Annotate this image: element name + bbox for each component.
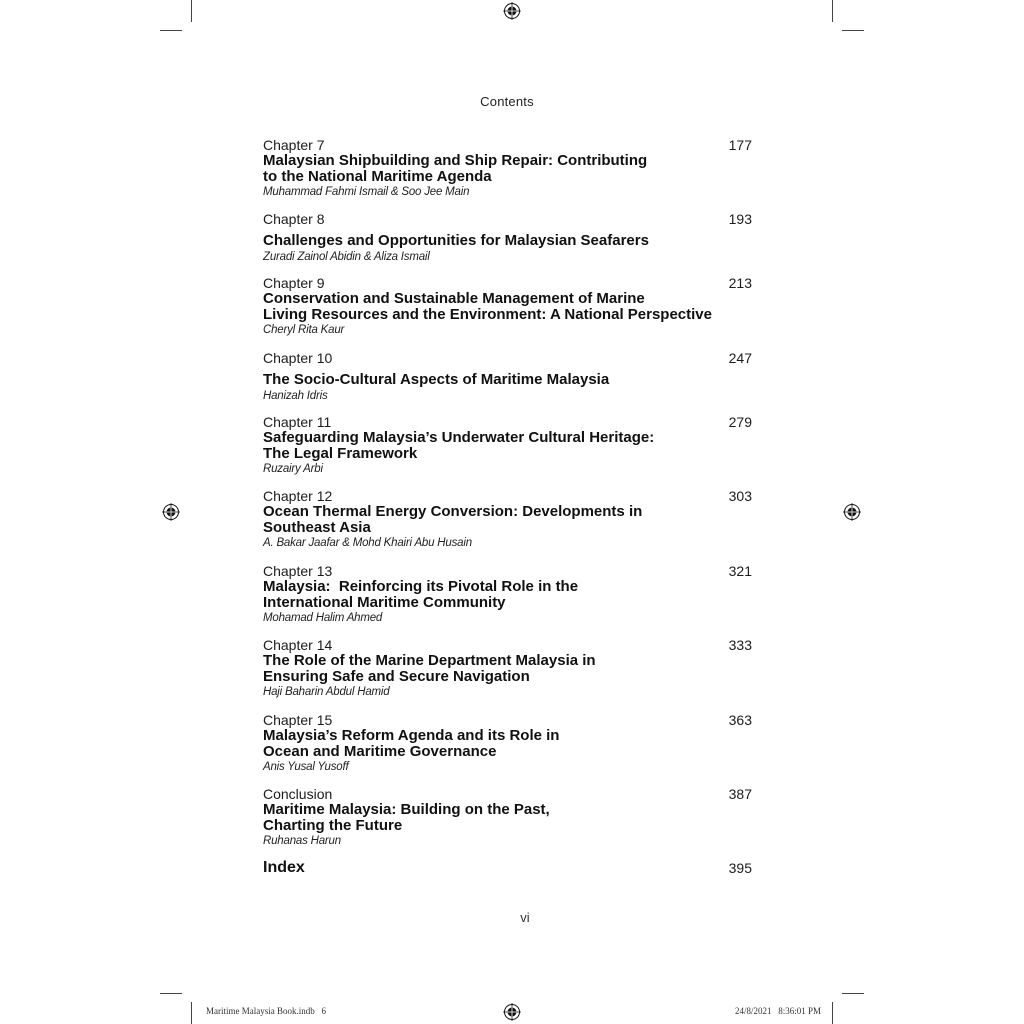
- page-number: 193: [728, 211, 752, 227]
- crop-mark-bottom-left: [191, 1002, 192, 1024]
- running-head: Contents: [480, 94, 534, 109]
- chapter-title-line: Conservation and Sustainable Management of Marine: [263, 290, 645, 307]
- toc-entry[interactable]: [263, 138, 753, 200]
- toc-entry[interactable]: [263, 713, 753, 775]
- chapter-title-line: Ensuring Safe and Secure Navigation: [263, 667, 530, 685]
- page-number: 395: [728, 860, 752, 876]
- chapter-label: Chapter 11: [263, 414, 332, 430]
- crop-mark-bottom-right: [842, 993, 864, 994]
- toc-entry[interactable]: [263, 415, 753, 477]
- chapter-label: Chapter 10: [263, 350, 333, 366]
- registration-mark-icon: [503, 1003, 521, 1021]
- page-number: 363: [728, 712, 752, 728]
- chapter-title[interactable]: [263, 153, 753, 184]
- crop-mark-top-right: [842, 30, 864, 31]
- index-title[interactable]: Index: [263, 859, 305, 876]
- folio-page-number: vi: [520, 910, 530, 925]
- chapter-title-line: Charting the Future: [263, 816, 403, 834]
- chapter-title-line: Safeguarding Malaysia’s Underwater Cultural Heritage:: [263, 429, 655, 446]
- chapter-title[interactable]: [263, 233, 753, 249]
- chapter-author: Haji Baharin Abdul Hamid: [263, 686, 390, 698]
- chapter-author: Ruhanas Harun: [263, 835, 341, 847]
- chapter-label: Chapter 7: [263, 137, 325, 153]
- registration-mark-icon: [162, 503, 180, 521]
- page-number: 247: [728, 350, 752, 366]
- chapter-title-line: Malaysia’s Reform Agenda and its Role in: [263, 727, 560, 744]
- chapter-label: Chapter 13: [263, 563, 333, 579]
- toc-entry[interactable]: [263, 787, 753, 849]
- toc-entry[interactable]: [263, 351, 753, 404]
- chapter-title-line: Malaysia: Reinforcing its Pivotal Role in the: [263, 578, 579, 595]
- chapter-title[interactable]: [263, 372, 753, 388]
- registration-mark-icon: [503, 2, 521, 20]
- page-number: 387: [728, 786, 752, 802]
- chapter-title[interactable]: [263, 802, 753, 833]
- chapter-author: Zuradi Zainol Abidin & Aliza Ismail: [263, 250, 430, 263]
- toc-entry[interactable]: [263, 638, 753, 700]
- page-number: 177: [728, 137, 752, 153]
- chapter-label: Chapter 8: [263, 211, 325, 227]
- chapter-title-line: Living Resources and the Environment: A National Perspective: [263, 305, 712, 323]
- chapter-title-line: International Maritime Community: [263, 593, 506, 611]
- page-number: 321: [728, 563, 752, 579]
- chapter-label: Chapter 9: [263, 275, 325, 291]
- chapter-title-line: Maritime Malaysia: Building on the Past,: [263, 801, 550, 818]
- chapter-title[interactable]: [263, 291, 753, 322]
- page-number: 303: [728, 488, 752, 504]
- chapter-title-line: to the National Maritime Agenda: [263, 167, 492, 185]
- chapter-label: Chapter 14: [263, 637, 333, 653]
- page-number: 213: [728, 275, 752, 291]
- chapter-title[interactable]: [263, 653, 753, 684]
- toc-entry[interactable]: [263, 212, 753, 265]
- chapter-title-line: Challenges and Opportunities for Malaysian Seafarers: [263, 232, 649, 249]
- chapter-title-line: Ocean and Maritime Governance: [263, 742, 497, 760]
- chapter-title-line: Ocean Thermal Energy Conversion: Developments in: [263, 503, 643, 520]
- chapter-author: Ruzairy Arbi: [263, 463, 323, 475]
- chapter-author: A. Bakar Jaafar & Mohd Khairi Abu Husain: [263, 537, 472, 549]
- chapter-label: Chapter 15: [263, 712, 333, 728]
- chapter-label: Chapter 12: [263, 488, 333, 504]
- chapter-title-line: The Role of the Marine Department Malaysia in: [263, 652, 596, 669]
- chapter-author: Anis Yusal Yusoff: [263, 761, 349, 773]
- chapter-title-line: The Legal Framework: [263, 444, 418, 462]
- toc-entry[interactable]: [263, 564, 753, 626]
- chapter-title-line: The Socio-Cultural Aspects of Maritime Malaysia: [263, 371, 610, 388]
- chapter-author: Hanizah Idris: [263, 389, 328, 402]
- chapter-title[interactable]: [263, 728, 753, 759]
- crop-mark-top-left: [160, 30, 182, 31]
- chapter-author: Muhammad Fahmi Ismail & Soo Jee Main: [263, 186, 470, 198]
- crop-mark-bottom-left: [160, 993, 182, 994]
- toc-entry[interactable]: [263, 276, 753, 338]
- slug-filename: Maritime Malaysia Book.indb 6: [206, 1006, 326, 1016]
- chapter-title[interactable]: [263, 504, 753, 535]
- page-number: 333: [728, 637, 752, 653]
- slug-timestamp: 24/8/2021 8:36:01 PM: [735, 1006, 822, 1016]
- crop-mark-top-left: [191, 0, 192, 22]
- crop-mark-top-right: [832, 0, 833, 22]
- chapter-author: Mohamad Halim Ahmed: [263, 612, 383, 624]
- chapter-title[interactable]: [263, 579, 753, 610]
- chapter-author: Cheryl Rita Kaur: [263, 324, 345, 336]
- registration-mark-icon: [843, 503, 861, 521]
- chapter-title-line: Southeast Asia: [263, 518, 371, 536]
- toc-entry[interactable]: [263, 489, 753, 551]
- page-number: 279: [728, 414, 752, 430]
- chapter-title[interactable]: [263, 430, 753, 461]
- chapter-title-line: Malaysian Shipbuilding and Ship Repair: Contributing: [263, 152, 648, 169]
- chapter-label: Conclusion: [263, 786, 333, 802]
- toc-entry-index[interactable]: [263, 859, 753, 877]
- crop-mark-bottom-right: [832, 1002, 833, 1024]
